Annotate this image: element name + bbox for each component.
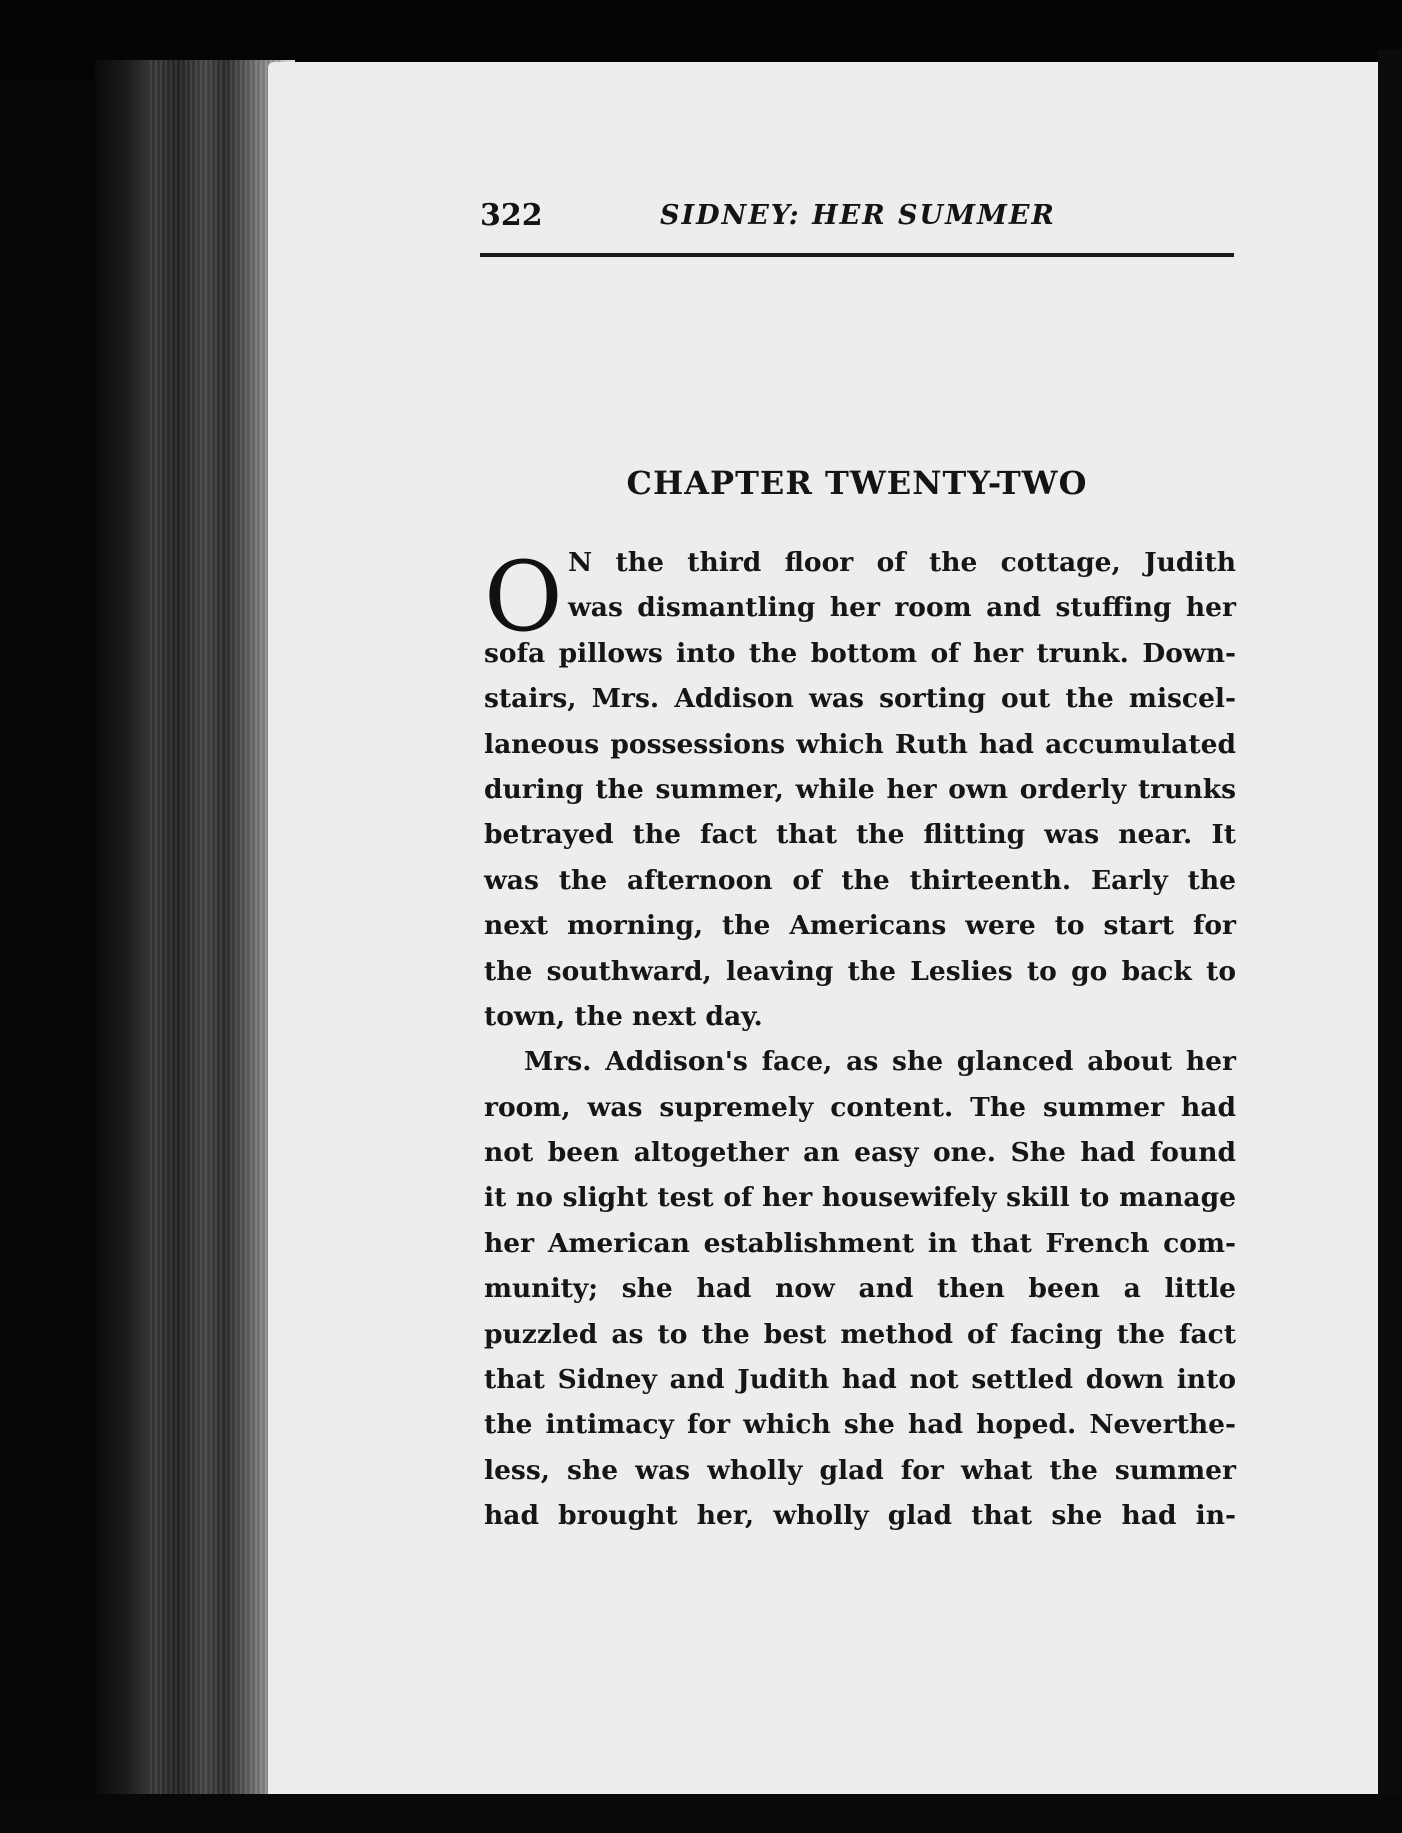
page-number: 322 — [480, 198, 543, 233]
text-line: was the afternoon of the thirteenth. Early the — [484, 864, 1236, 896]
text-line: N the third floor of the cottage, Judith — [568, 547, 1236, 578]
text-line: that Sidney and Judith had not settled down into — [484, 1364, 1236, 1396]
drop-cap: O — [484, 541, 563, 653]
header-rule — [480, 253, 1234, 257]
text-line: town, the next day. — [484, 1000, 763, 1032]
body-text — [484, 540, 1236, 1539]
text-line: not been altogether an easy one. She had found — [484, 1137, 1236, 1169]
scan-bottom-border — [0, 1794, 1402, 1833]
chapter-title: CHAPTER TWENTY-TWO — [626, 464, 1088, 502]
text-line: less, she was wholly glad for what the summer — [484, 1454, 1236, 1486]
text-line: was dismantling her room and stuffing her — [568, 592, 1236, 624]
text-line: stairs, Mrs. Addison was sorting out the miscel- — [484, 683, 1236, 715]
scan-right-border — [1378, 50, 1402, 1810]
text-line: the southward, leaving the Leslies to go back to — [484, 955, 1236, 987]
text-line: it no slight test of her housewifely skill to manage — [484, 1182, 1236, 1214]
text-line: during the summer, while her own orderly trunks — [484, 773, 1236, 805]
text-line: had brought her, wholly glad that she had in- — [484, 1500, 1236, 1532]
text-line: betrayed the fact that the flitting was near. It — [484, 819, 1236, 851]
text-line: the intimacy for which she had hoped. Neverthe- — [484, 1409, 1236, 1441]
text-line: puzzled as to the best method of facing the fact — [484, 1318, 1236, 1350]
running-head — [480, 198, 1234, 246]
text-line: her American establishment in that French com- — [484, 1227, 1236, 1259]
text-line: room, was supremely content. The summer had — [484, 1091, 1236, 1123]
text-line: munity; she had now and then been a little — [484, 1273, 1236, 1305]
text-line: sofa pillows into the bottom of her trunk. Down- — [484, 637, 1236, 669]
text-line: Mrs. Addison's face, as she glanced about her — [524, 1046, 1236, 1078]
page-edges — [150, 60, 280, 1800]
text-line: next morning, the Americans were to start for — [484, 910, 1236, 942]
text-line: laneous possessions which Ruth had accumulated — [484, 728, 1236, 760]
running-title: SIDNEY: HER SUMMER — [660, 200, 1056, 231]
